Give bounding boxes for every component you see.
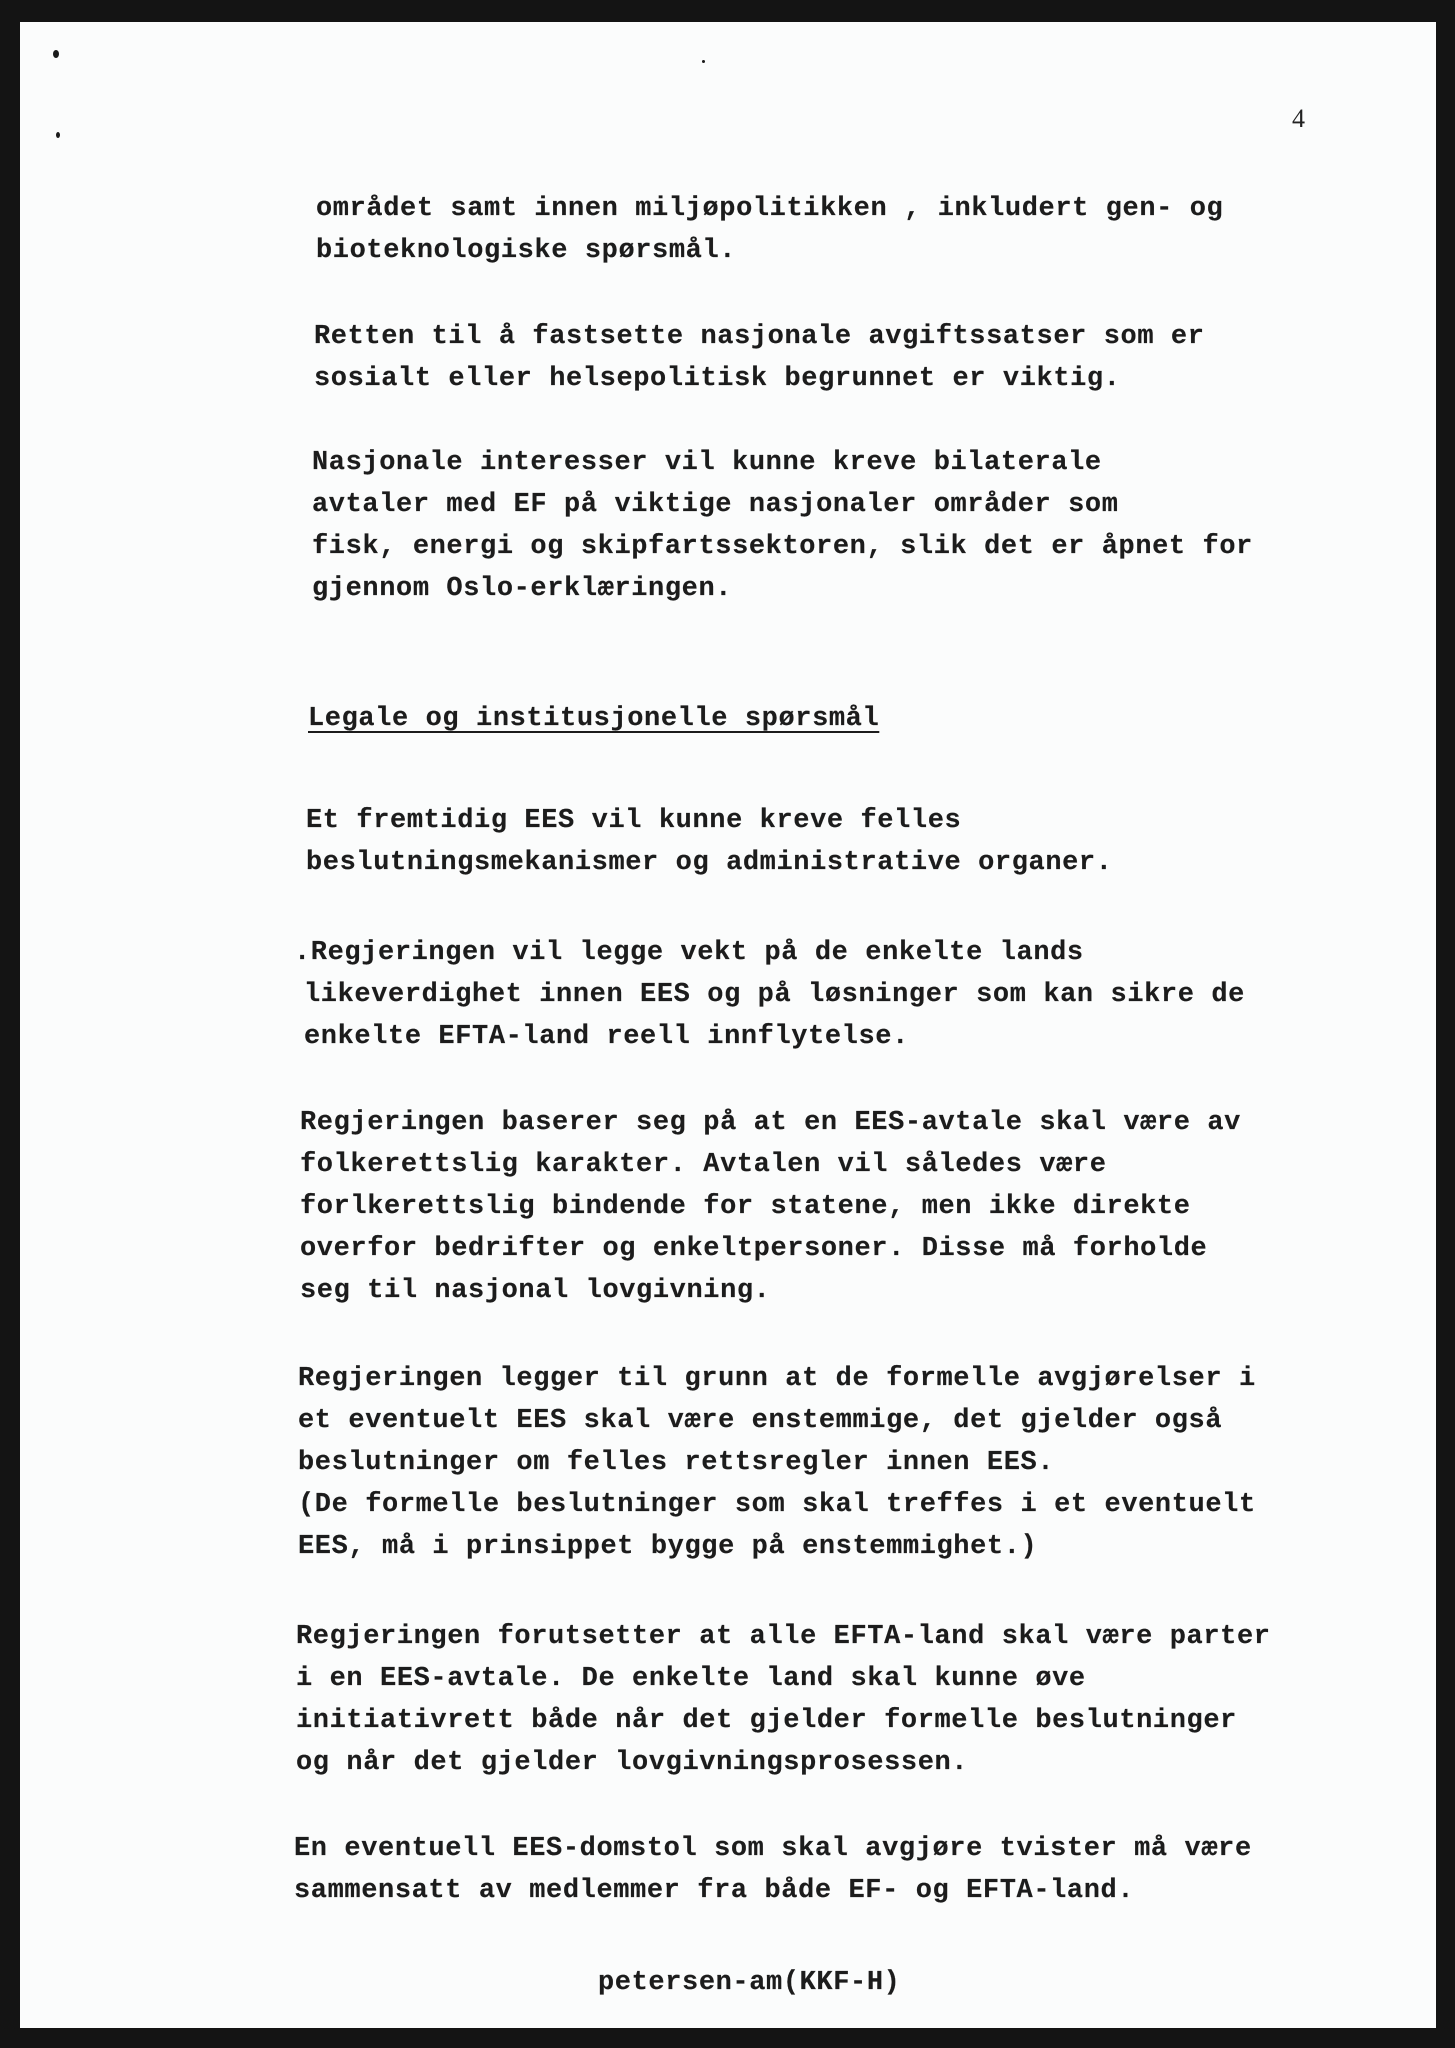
- text-line: Regjeringen legger til grunn at de formelle avgjørelser i: [298, 1364, 1256, 1394]
- scan-speck: [53, 50, 59, 58]
- text-line: Regjeringen baserer seg på at en EES-avtale skal være av: [300, 1108, 1241, 1138]
- text-line: folkerettslig karakter. Avtalen vil således være: [300, 1150, 1107, 1180]
- page-number: 4: [1292, 104, 1305, 133]
- scan-speck: [702, 60, 705, 63]
- footer-block: [598, 1962, 900, 2004]
- scan-speck: [56, 132, 60, 138]
- paragraph: [294, 932, 1245, 1058]
- text-line: .Regjeringen vil legge vekt på de enkelte lands: [294, 938, 1084, 968]
- text-line: EES, må i prinsippet bygge på enstemmighet.): [298, 1532, 1038, 1562]
- text-line: (De formelle beslutninger som skal treffes i et eventuelt: [298, 1490, 1256, 1520]
- text-line: beslutningsmekanismer og administrative organer.: [306, 848, 1113, 878]
- section-heading-block: [308, 698, 879, 740]
- text-line: området samt innen miljøpolitikken , inkludert gen- og: [316, 194, 1224, 224]
- text-line: avtaler med EF på viktige nasjonaler områder som: [312, 490, 1119, 520]
- text-line: Regjeringen forutsetter at alle EFTA-land skal være parter: [296, 1622, 1271, 1652]
- text-line: overfor bedrifter og enkeltpersoner. Disse må forholde: [300, 1234, 1208, 1264]
- paragraph: [294, 1828, 1252, 1912]
- section-heading: Legale og institusjonelle spørsmål: [308, 704, 880, 734]
- text-line: initiativrett både når det gjelder formelle beslutninger: [296, 1706, 1237, 1736]
- text-line: et eventuelt EES skal være enstemmige, det gjelder også: [298, 1406, 1223, 1436]
- text-line: beslutninger om felles rettsregler innen EES.: [298, 1448, 1055, 1478]
- text-line: fisk, energi og skipfartssektoren, slik det er åpnet for: [312, 532, 1253, 562]
- paragraph: [300, 1102, 1241, 1312]
- text-line: Et fremtidig EES vil kunne kreve felles: [306, 806, 962, 836]
- paragraph: [298, 1358, 1256, 1568]
- paragraph: [314, 316, 1205, 400]
- text-line: Retten til å fastsette nasjonale avgiftssatser som er: [314, 322, 1205, 352]
- text-line: sosialt eller helsepolitisk begrunnet er viktig.: [314, 364, 1121, 394]
- text-line: bioteknologiske spørsmål.: [316, 236, 737, 266]
- text-line: gjennom Oslo-erklæringen.: [312, 574, 733, 604]
- document-page: [20, 22, 1436, 2028]
- text-line: seg til nasjonal lovgivning.: [300, 1276, 771, 1306]
- footer-text: petersen-am(KKF-H): [598, 1968, 901, 1998]
- text-line: forlkerettslig bindende for statene, men ikke direkte: [300, 1192, 1191, 1222]
- paragraph: [312, 442, 1253, 610]
- paragraph: [296, 1616, 1271, 1784]
- text-line: En eventuell EES-domstol som skal avgjøre tvister må være: [294, 1834, 1252, 1864]
- text-line: likeverdighet innen EES og på løsninger som kan sikre de: [304, 980, 1245, 1010]
- text-line: enkelte EFTA-land reell innflytelse.: [304, 1022, 909, 1052]
- paragraph: [316, 188, 1223, 272]
- paragraph: [306, 800, 1113, 884]
- text-line: og når det gjelder lovgivningsprosessen.: [296, 1748, 969, 1778]
- text-line: i en EES-avtale. De enkelte land skal kunne øve: [296, 1664, 1086, 1694]
- text-line: sammensatt av medlemmer fra både EF- og EFTA-land.: [294, 1876, 1135, 1906]
- text-line: Nasjonale interesser vil kunne kreve bilaterale: [312, 448, 1102, 478]
